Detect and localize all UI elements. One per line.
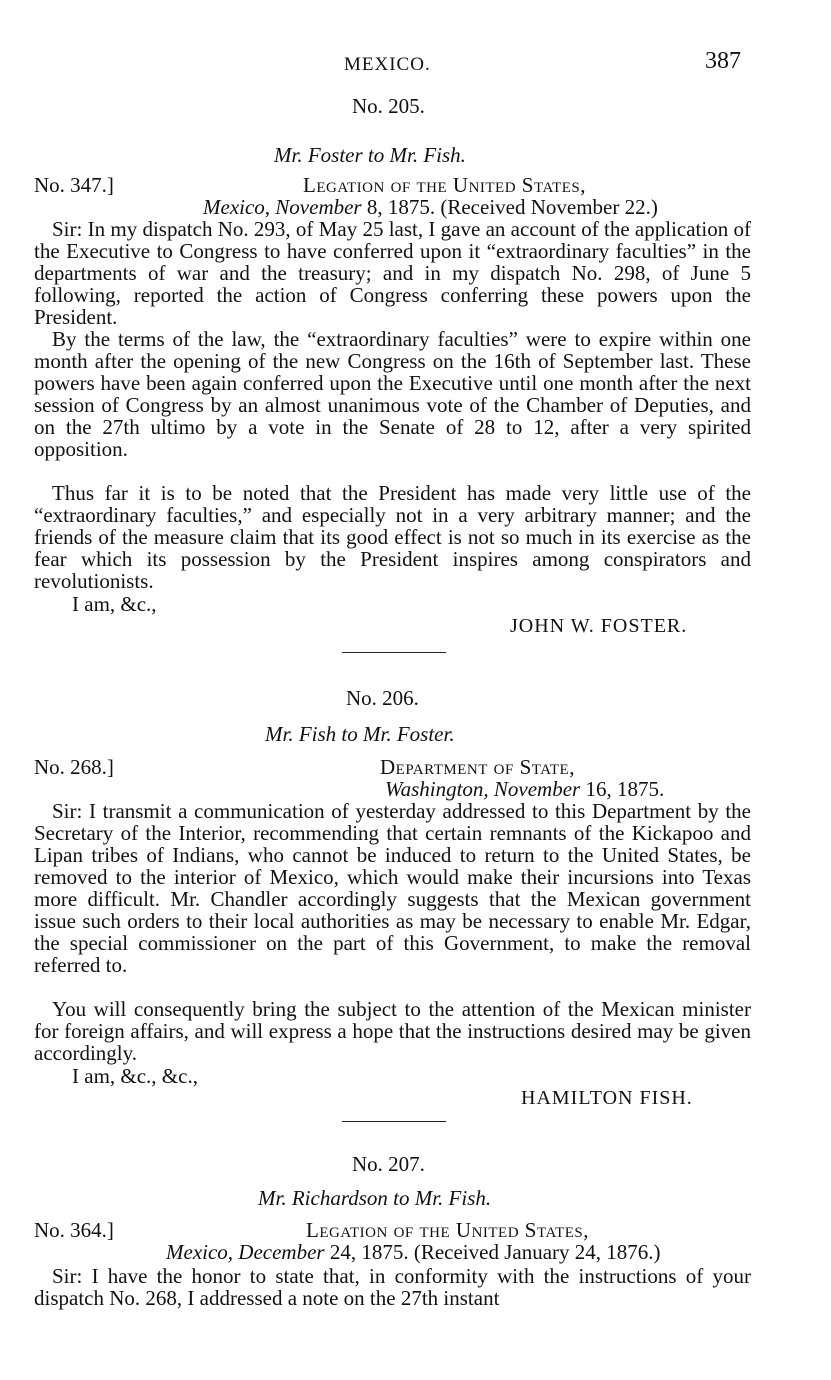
dateline (166, 1240, 661, 1265)
document-title: Mr. Foster to Mr. Fish. (274, 143, 466, 167)
dateline-place-month: Washington, November (385, 777, 581, 801)
closing: I am, &c., &c., (72, 1064, 198, 1088)
signature: JOHN W. FOSTER. (510, 615, 688, 637)
document-number: No. 207. (352, 1152, 425, 1176)
section-divider (342, 1121, 446, 1122)
dispatch-reference: No. 347.] (34, 173, 114, 197)
dispatch-reference: No. 268.] (34, 755, 114, 779)
sender-office: Legation of the United States, (306, 1218, 590, 1242)
document-title: Mr. Richardson to Mr. Fish. (258, 1186, 492, 1210)
letter-body (34, 218, 751, 592)
document-number: No. 205. (352, 94, 425, 118)
paragraph: Sir: I have the honor to state that, in conformity with the instructions of your dispatch No. 268, I addressed a note on the 27th instant (34, 1264, 751, 1310)
dispatch-reference: No. 364.] (34, 1218, 114, 1242)
sender-office: Legation of the United States, (303, 173, 587, 197)
dateline-date: 16, 1875. (585, 777, 665, 801)
running-title: MEXICO. (344, 54, 431, 75)
signature: HAMILTON FISH. (521, 1087, 693, 1109)
page-number: 387 (705, 48, 741, 74)
document-title: Mr. Fish to Mr. Foster. (265, 722, 455, 746)
paragraph: Sir: In my dispatch No. 293, of May 25 last, I gave an account of the application of the Executive to Congress to have conferred upon it “extraordinary faculties” in the departments of war and the treasury; and in my dispatch No. 298, of June 5 following, reported the action of Congress conferring these powers upon the President. (34, 217, 751, 329)
paragraph: Thus far it is to be noted that the President has made very little use of the “extraordinary faculties,” and especially not in a very arbitrary manner; and the friends of the measure claim that its good effect is not so much in its exercise as the fear which its possession by the President inspires among conspirators and revolutionists. (34, 481, 751, 593)
paragraph: By the terms of the law, the “extraordinary faculties” were to expire within one month after the opening of the new Congress on the 16th of September last. These powers have been again conferred upon the Executive until one month after the next session of Congress by an almost unanimous vote of the Chamber of Deputies, and on the 27th ultimo by a vote in the Senate of 28 to 12, after a very spirited opposition. (34, 327, 751, 461)
paragraph: Sir: I transmit a communication of yesterday addressed to this Department by the Secretary of the Interior, recommending that certain remnants of the Kickapoo and Lipan tribes of Indians, who cannot be induced to return to the United States, be removed to the interior of Mexico, which would make their incursions into Texas more difficult. Mr. Chandler accordingly suggests that the Mexican government issue such orders to their local authorities as may be necessary to enable Mr. Edgar, the special commissioner on the part of this Government, to make the removal referred to. (34, 799, 751, 977)
dateline-place-month: Mexico, December (166, 1240, 325, 1264)
document-number: No. 206. (346, 686, 419, 710)
dateline-date: 24, 1875. (Received January 24, 1876.) (329, 1240, 661, 1264)
closing: I am, &c., (72, 592, 157, 616)
paragraph: You will consequently bring the subject to the attention of the Mexican minister for foreign affairs, and will express a hope that the instructions desired may be given accordingly. (34, 997, 751, 1065)
letter-body (34, 1265, 751, 1309)
dateline-place-month: Mexico, November (203, 195, 362, 219)
sender-office: Department of State, (380, 755, 575, 779)
dateline-date: 8, 1875. (Received November 22.) (366, 195, 658, 219)
section-divider (342, 652, 446, 653)
letter-body (34, 800, 751, 1064)
